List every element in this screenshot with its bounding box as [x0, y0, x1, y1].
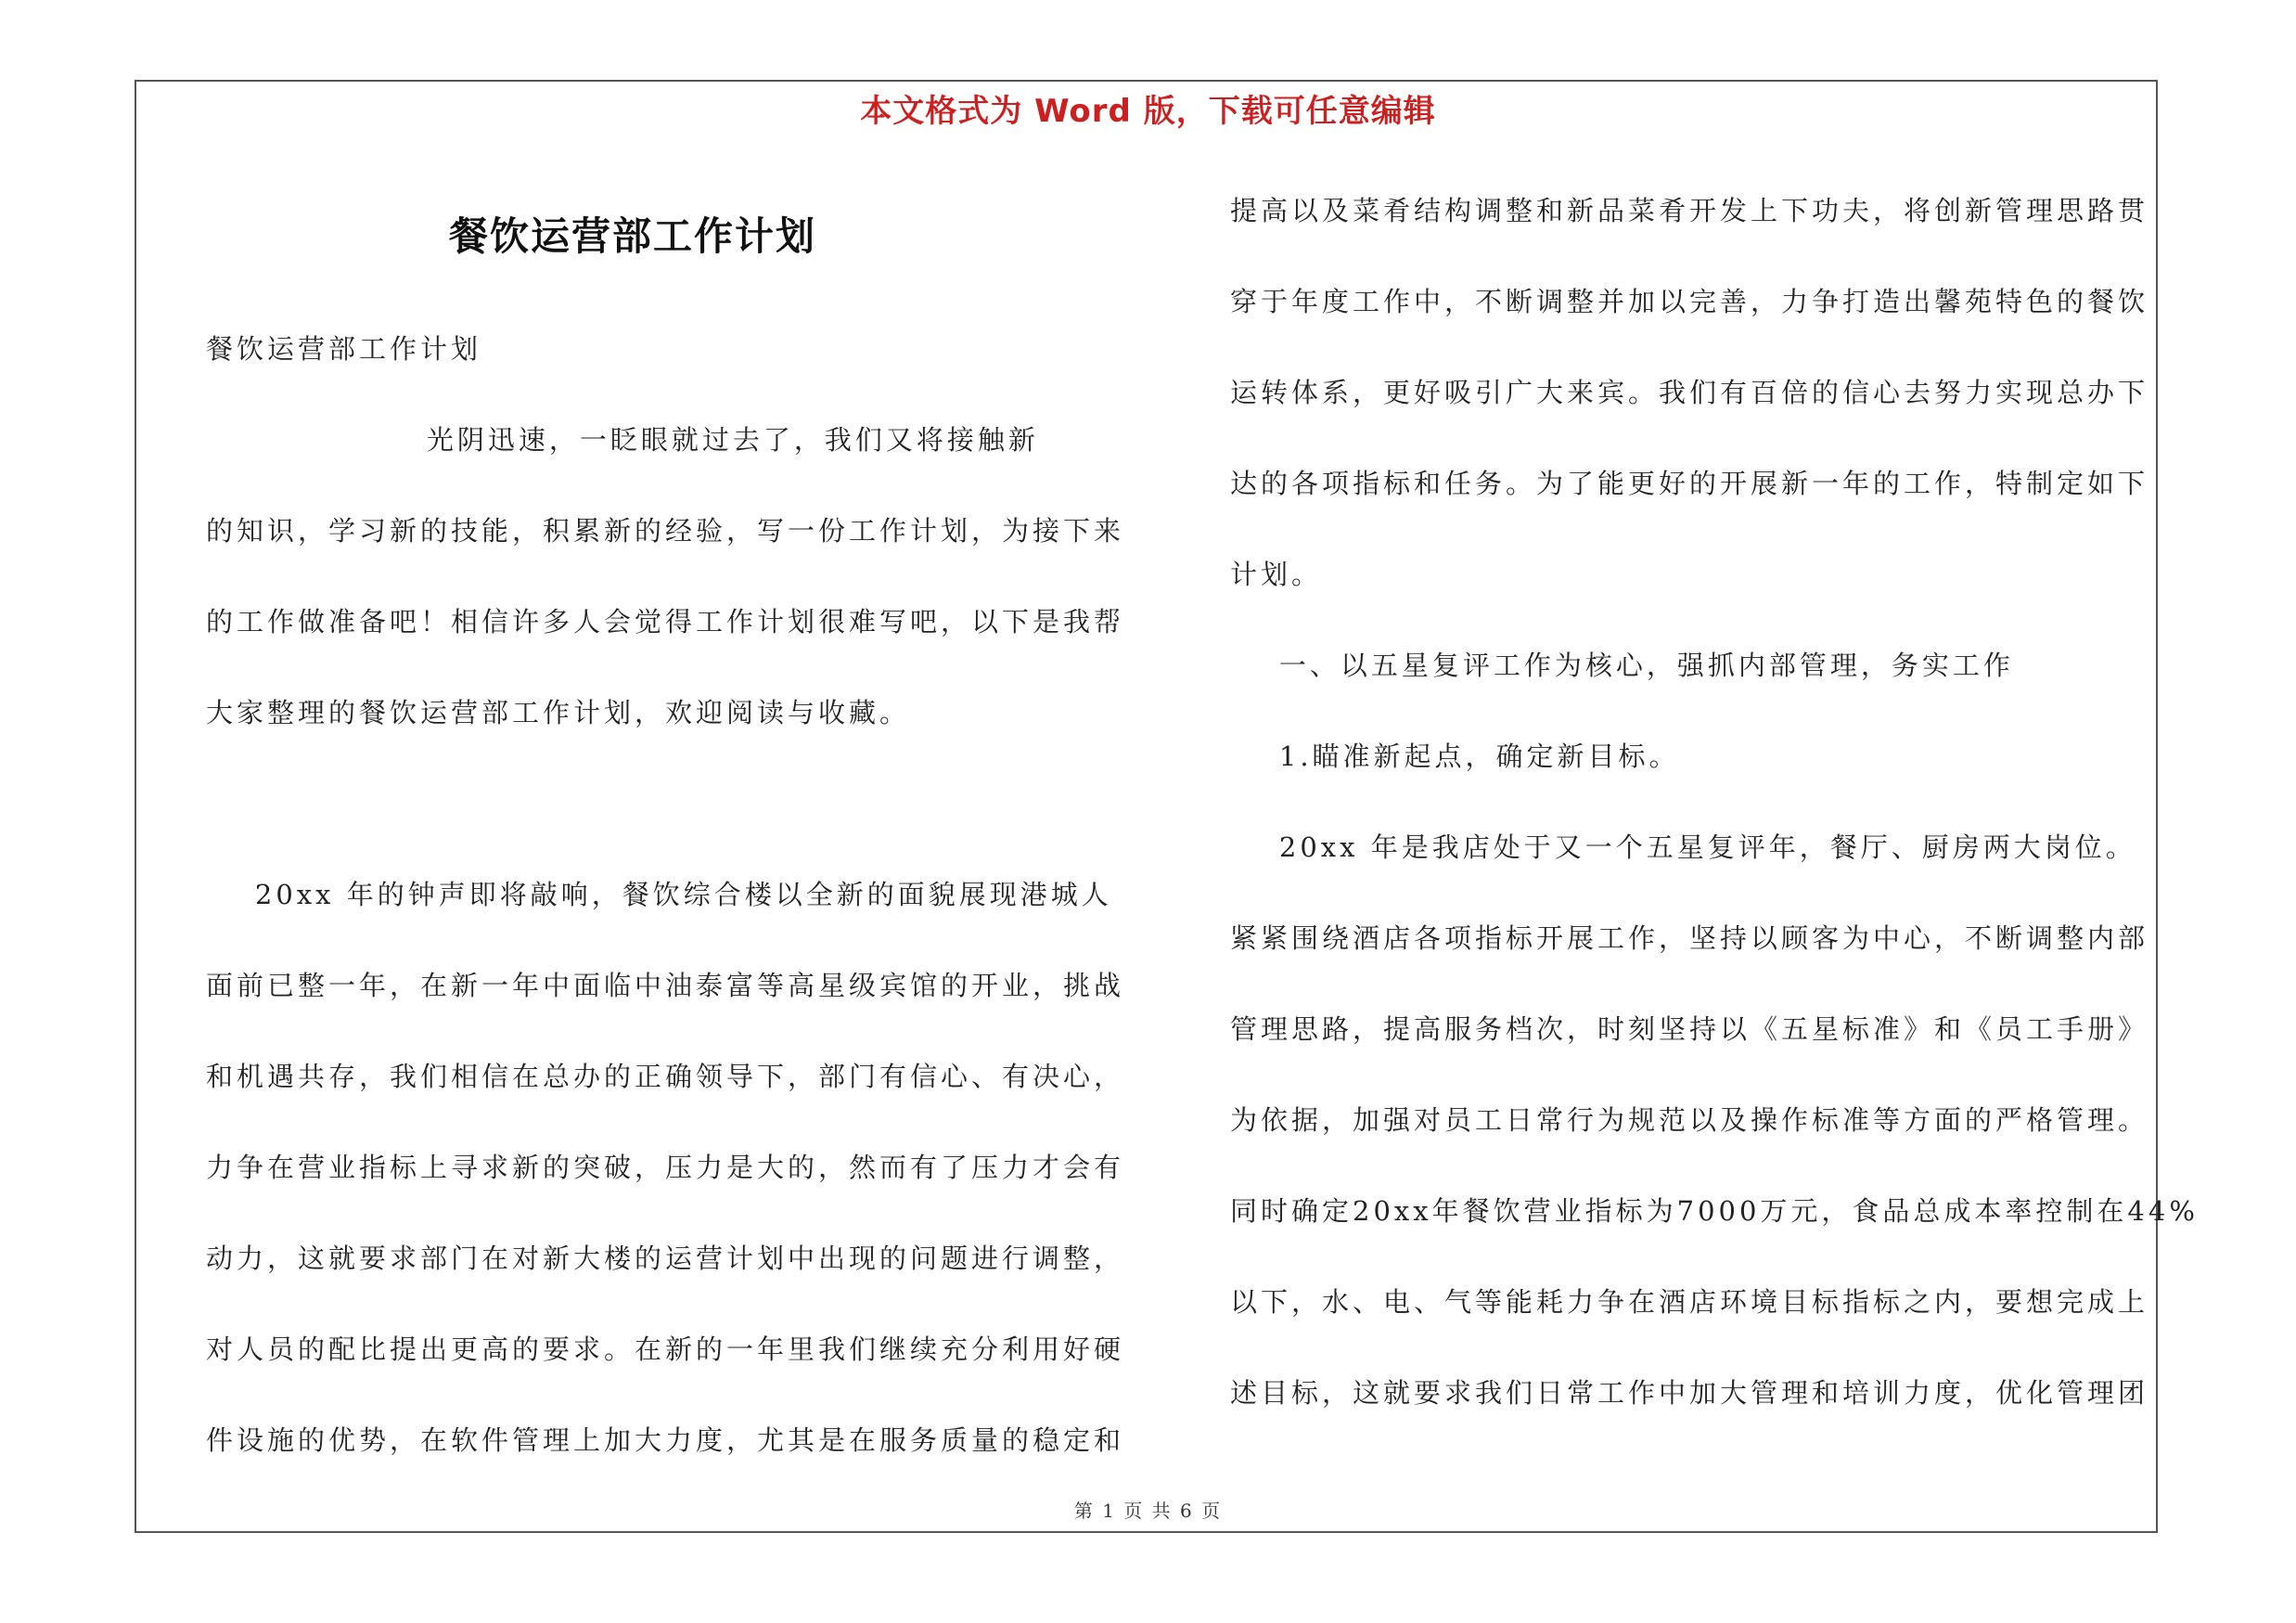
paragraph-line: 对人员的配比提出更高的要求。在新的一年里我们继续充分利用好硬: [206, 1333, 1125, 1365]
right-text-column: [1230, 165, 2199, 1438]
paragraph-line: 的工作做准备吧！相信许多人会觉得工作计划很难写吧，以下是我帮: [206, 606, 1125, 638]
paragraph-line: 面前已整一年，在新一年中面临中油泰富等高星级宾馆的开业，挑战: [206, 970, 1125, 1001]
paragraph-line: 大家整理的餐饮运营部工作计划，欢迎阅读与收藏。: [206, 697, 911, 728]
word-format-banner: 本文格式为 Word 版，下载可任意编辑: [860, 93, 1436, 130]
paragraph-line: 紧紧围绕酒店各项指标开展工作，坚持以顾客为中心，不断调整内部: [1230, 922, 2149, 954]
page-number-footer: 第 1 页 共 6 页: [1073, 1500, 1223, 1522]
subsection-heading: 1.瞄准新起点，确定新目标。: [1230, 741, 1680, 772]
paragraph-line: 提高以及菜肴结构调整和新品菜肴开发上下功夫，将创新管理思路贯: [1230, 195, 2149, 226]
paragraph-line: 以下，水、电、气等能耗力争在酒店环境目标指标之内，要想完成上: [1230, 1286, 2149, 1318]
left-text-column: [206, 303, 1134, 1486]
paragraph-line: 述目标，这就要求我们日常工作中加大管理和培训力度，优化管理团: [1230, 1377, 2149, 1409]
blank-line: [206, 758, 1134, 849]
paragraph-line: 运转体系，更好吸引广大来宾。我们有百倍的信心去努力实现总办下: [1230, 377, 2149, 408]
paragraph-line: 为依据，加强对员工日常行为规范以及操作标准等方面的严格管理。: [1230, 1104, 2149, 1136]
paragraph-line: 管理思路，提高服务档次，时刻坚持以《五星标准》和《员工手册》: [1230, 1013, 2149, 1045]
paragraph-line: 餐饮运营部工作计划: [206, 333, 482, 365]
paragraph-line: 的知识，学习新的技能，积累新的经验，写一份工作计划，为接下来: [206, 515, 1125, 547]
paragraph-line: 动力，这就要求部门在对新大楼的运营计划中出现的问题进行调整，: [206, 1243, 1125, 1274]
paragraph-line: 件设施的优势，在软件管理上加大力度，尤其是在服务质量的稳定和: [206, 1424, 1125, 1456]
paragraph-line: 穿于年度工作中，不断调整并加以完善，力争打造出馨苑特色的餐饮: [1230, 286, 2149, 317]
paragraph-line: 光阴迅速，一眨眼就过去了，我们又将接触新: [206, 424, 1039, 456]
paragraph-line: 达的各项指标和任务。为了能更好的开展新一年的工作，特制定如下: [1230, 468, 2149, 499]
section-heading: 一、以五星复评工作为核心，强抓内部管理，务实工作: [1230, 650, 2014, 681]
paragraph-line: 和机遇共存，我们相信在总办的正确领导下，部门有信心、有决心，: [206, 1061, 1125, 1092]
document-title: 餐饮运营部工作计划: [448, 213, 816, 259]
paragraph-line: 20xx 年是我店处于又一个五星复评年，餐厅、厨房两大岗位。: [1230, 831, 2136, 863]
paragraph-line: 同时确定20xx年餐饮营业指标为7000万元，食品总成本率控制在44%: [1230, 1195, 2199, 1227]
paragraph-line: 力争在营业指标上寻求新的突破，压力是大的，然而有了压力才会有: [206, 1152, 1125, 1183]
paragraph-line: 20xx 年的钟声即将敲响，餐饮综合楼以全新的面貌展现港城人: [206, 879, 1112, 910]
paragraph-line: 计划。: [1230, 559, 1323, 590]
